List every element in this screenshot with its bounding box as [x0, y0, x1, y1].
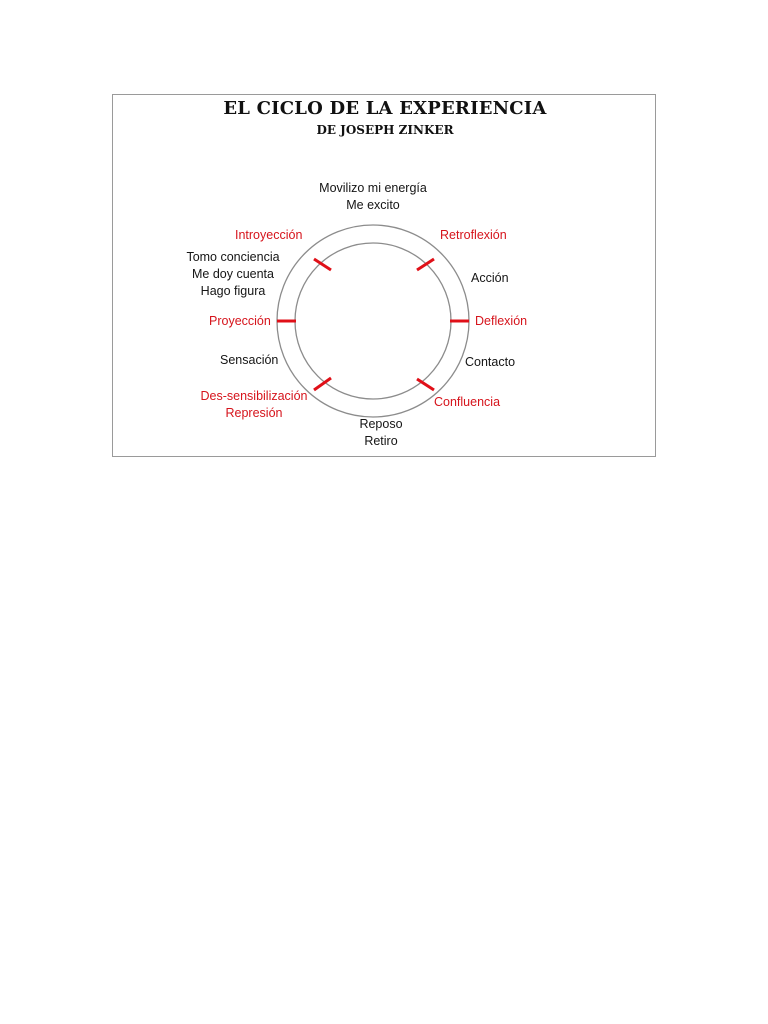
- block-proyeccion-label: Proyección: [209, 314, 271, 328]
- stage-sensacion-label: Sensación: [220, 353, 279, 367]
- block-desensibilizacion-line-2: Represión: [225, 406, 283, 420]
- stage-contacto: [465, 354, 515, 371]
- stage-reposo-line-1: Reposo: [359, 417, 403, 431]
- stage-movilizo: [319, 180, 427, 214]
- marker-confluencia: [417, 379, 434, 390]
- block-introyeccion: [235, 227, 302, 244]
- block-deflexion: [475, 313, 527, 330]
- stage-tomo-line-1: Tomo conciencia: [186, 250, 280, 264]
- stage-reposo: [359, 416, 402, 450]
- stage-tomo-line-2: Me doy cuenta: [191, 267, 274, 281]
- diagram-subtitle: DE JOSEPH ZINKER: [316, 123, 454, 137]
- inner-ring: [295, 243, 451, 399]
- marker-retroflexion: [417, 259, 434, 270]
- block-desensibilizacion-line-1: Des-sensibilización: [200, 389, 308, 403]
- block-confluencia: [434, 394, 500, 411]
- stage-contacto-label: Contacto: [465, 355, 516, 369]
- stage-sensacion: [220, 352, 278, 369]
- stage-movilizo-line-1: Movilizo mi energía: [319, 181, 427, 195]
- diagram-frame: [112, 94, 656, 457]
- stage-accion-label: Acción: [471, 271, 509, 285]
- diagram-title: EL CICLO DE LA EXPERIENCIA: [223, 98, 547, 119]
- block-deflexion-label: Deflexión: [475, 314, 528, 328]
- block-retroflexion-label: Retroflexión: [440, 228, 507, 242]
- stage-tomo-conciencia: [186, 249, 279, 300]
- block-desensibilizacion: [201, 388, 308, 422]
- stage-tomo-line-3: Hago figura: [200, 284, 266, 298]
- block-retroflexion: [440, 227, 507, 244]
- marker-introyeccion: [314, 259, 331, 270]
- block-introyeccion-label: Introyección: [235, 228, 303, 242]
- block-proyeccion: [209, 313, 271, 330]
- block-confluencia-label: Confluencia: [434, 395, 501, 409]
- stage-accion: [471, 270, 509, 287]
- stage-reposo-line-2: Retiro: [364, 434, 398, 448]
- stage-movilizo-line-2: Me excito: [346, 198, 400, 212]
